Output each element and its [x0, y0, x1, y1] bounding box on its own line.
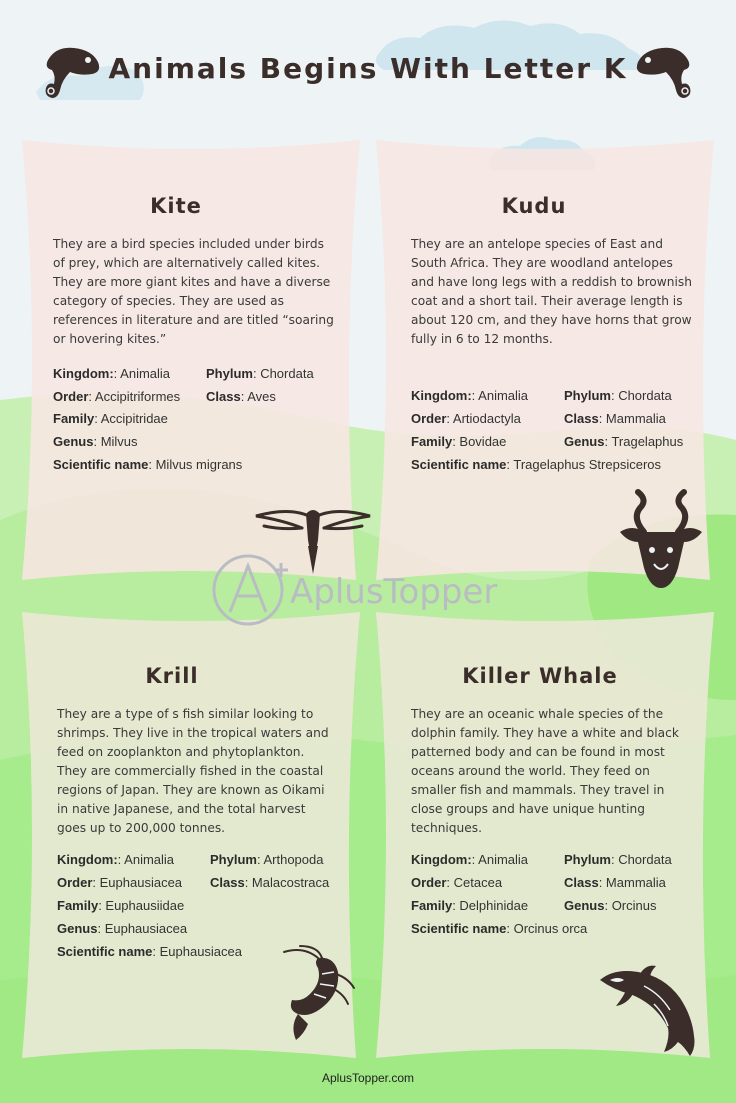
fact-value: : Artiodactyla	[446, 411, 521, 426]
fact-value: : Animalia	[471, 388, 529, 403]
fact-label: Kingdom:	[57, 852, 118, 867]
fact-label: Kingdom:	[411, 852, 472, 867]
description-killer-whale	[411, 705, 695, 838]
fact-scientific-name	[57, 944, 242, 959]
fact-order	[411, 875, 502, 890]
fact-value: : Mammalia	[598, 875, 666, 890]
fact-value: : Euphausiacea	[152, 944, 242, 959]
fact-value: : Animalia	[471, 852, 529, 867]
fact-genus	[564, 434, 683, 449]
description-paragraph: They are a type of s fish similar looking to shrimps. They live in the tropical waters and feed on zooplankton and phytoplankton. They are commercially fished in the coastal regions of Japan. They are known as Oikami in native Japanese, and the total harvest goes up to 200,000 tonnes.	[57, 707, 329, 835]
fact-label: Genus	[53, 434, 94, 449]
fact-value: : Chordata	[610, 852, 672, 867]
fact-value: : Chordata	[610, 388, 672, 403]
fact-kingdom	[411, 388, 528, 403]
fact-label: Kingdom:	[411, 388, 472, 403]
fact-phylum	[206, 366, 314, 381]
fact-label: Scientific name	[411, 921, 507, 936]
fact-label: Scientific name	[57, 944, 153, 959]
fact-order	[57, 875, 182, 890]
fact-value: : Malacostraca	[244, 875, 330, 890]
fact-value: : Euphausiacea	[92, 875, 183, 890]
fact-value: : Animalia	[117, 852, 175, 867]
description-kite	[53, 235, 335, 349]
fact-label: Genus	[564, 434, 605, 449]
fact-class	[564, 875, 666, 890]
fact-value: : Accipitriformes	[88, 389, 181, 404]
fact-label: Family	[57, 898, 99, 913]
description-paragraph: They are an antelope species of East and South Africa. They are woodland antelopes and have long legs with a reddish to brownish coat and a short tail. Their average length is about 120 cm, and they have horns that grow fully in 6 to 12 months.	[411, 237, 692, 346]
fact-value: : Orcinus	[604, 898, 657, 913]
fact-label: Genus	[564, 898, 605, 913]
fact-value: : Orcinus orca	[506, 921, 588, 936]
fact-label: Scientific name	[53, 457, 149, 472]
fact-label: Phylum	[210, 852, 257, 867]
fact-value: : Milvus	[93, 434, 138, 449]
fact-class	[206, 389, 276, 404]
fact-label: Kingdom:	[53, 366, 114, 381]
fact-label: Class	[564, 411, 599, 426]
fact-label: Order	[57, 875, 93, 890]
fact-label: Class	[210, 875, 245, 890]
fact-family	[57, 898, 184, 913]
fact-kingdom	[411, 852, 528, 867]
fact-label: Scientific name	[411, 457, 507, 472]
description-krill	[57, 705, 335, 838]
animal-name-kite: Kite	[150, 194, 202, 218]
fact-class	[210, 875, 329, 890]
brand-watermark: AplusTopper	[290, 572, 498, 612]
fact-kingdom	[53, 366, 170, 381]
fact-label: Family	[411, 434, 453, 449]
fact-label: Phylum	[564, 388, 611, 403]
animal-name-kudu: Kudu	[501, 194, 567, 218]
fact-value: : Animalia	[113, 366, 171, 381]
fact-family	[411, 898, 528, 913]
description-paragraph: They are an oceanic whale species of the dolphin family. They have a white and black patterned body and can be found in most oceans around the world. They feed on smaller fish and mammals. They travel in close groups and have unique hunting techniques.	[411, 707, 679, 835]
fact-label: Class	[564, 875, 599, 890]
fact-label: Family	[53, 411, 95, 426]
fact-scientific-name	[53, 457, 242, 472]
fact-value: : Tragelaphus	[604, 434, 684, 449]
fact-value: : Delphinidae	[452, 898, 529, 913]
fact-value: : Euphausiidae	[98, 898, 185, 913]
fact-family	[53, 411, 168, 426]
fact-genus	[564, 898, 656, 913]
fact-kingdom	[57, 852, 174, 867]
fact-order	[53, 389, 180, 404]
fact-genus	[53, 434, 138, 449]
antelope-icon	[614, 488, 708, 592]
fact-label: Genus	[57, 921, 98, 936]
fact-label: Class	[206, 389, 241, 404]
fact-value: : Cetacea	[446, 875, 503, 890]
fact-value: : Arthopoda	[256, 852, 324, 867]
fact-value: : Milvus migrans	[148, 457, 243, 472]
fact-class	[564, 411, 666, 426]
description-paragraph: They are a bird species included under birds of prey, which are alternatively called kites.	[53, 237, 324, 270]
description-kudu	[411, 235, 695, 349]
orca-icon	[594, 964, 702, 1058]
fact-value: : Tragelaphus Strepsiceros	[506, 457, 662, 472]
shrimp-icon	[278, 944, 358, 1046]
fact-phylum	[210, 852, 323, 867]
page-title: Animals Begins With Letter K	[108, 52, 628, 85]
fact-label: Phylum	[564, 852, 611, 867]
fact-genus	[57, 921, 187, 936]
fact-value: : Chordata	[252, 366, 314, 381]
fact-label: Order	[411, 411, 447, 426]
fact-phylum	[564, 388, 672, 403]
footer-site-link[interactable]: AplusTopper.com	[321, 1071, 415, 1085]
fact-scientific-name	[411, 921, 587, 936]
fact-value: : Bovidae	[452, 434, 507, 449]
fact-phylum	[564, 852, 672, 867]
fact-value: : Aves	[240, 389, 276, 404]
fact-value: : Accipitridae	[94, 411, 168, 426]
fact-label: Order	[411, 875, 447, 890]
animal-name-krill: Krill	[145, 664, 199, 688]
description-paragraph: They are more giant kites and have a diverse category of species. They are used as references in literature and are titled “soaring or hovering kites.”	[53, 275, 334, 346]
fact-label: Order	[53, 389, 89, 404]
fact-label: Family	[411, 898, 453, 913]
fact-order	[411, 411, 521, 426]
fact-value: : Mammalia	[598, 411, 666, 426]
fact-family	[411, 434, 506, 449]
fact-value: : Euphausiacea	[97, 921, 188, 936]
fact-scientific-name	[411, 457, 661, 472]
animal-name-killer-whale: Killer Whale	[462, 664, 618, 688]
fact-label: Phylum	[206, 366, 253, 381]
